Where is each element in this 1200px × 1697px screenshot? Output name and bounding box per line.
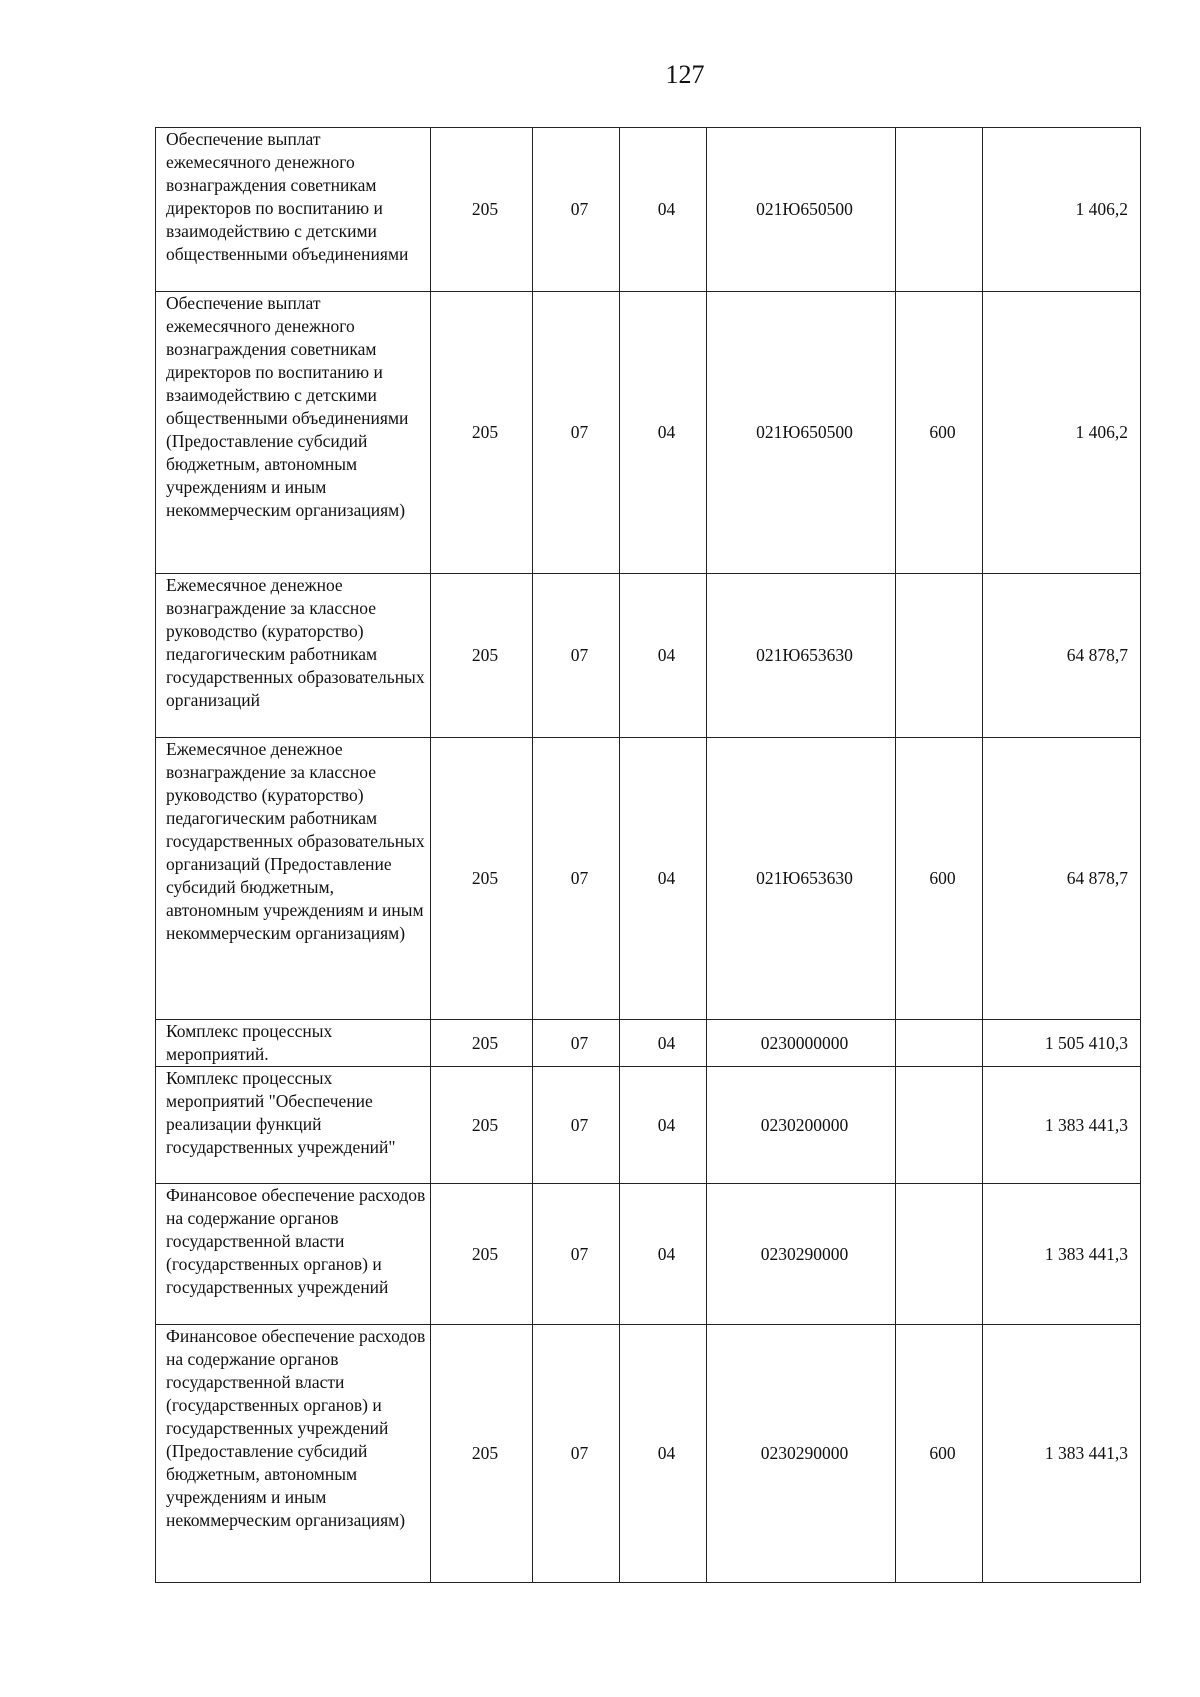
amount-cell: 1 383 441,3 <box>983 1325 1141 1583</box>
ministry-code-cell: 205 <box>431 574 533 738</box>
section-code-cell: 07 <box>533 1184 620 1325</box>
expense-type-cell <box>896 128 983 292</box>
expense-type-cell <box>896 1020 983 1067</box>
table-row <box>156 738 1141 1020</box>
description-cell: Комплекс процессных мероприятий. <box>156 1020 431 1067</box>
expense-type-cell: 600 <box>896 1325 983 1583</box>
section-code-cell: 07 <box>533 1325 620 1583</box>
ministry-code-cell: 205 <box>431 128 533 292</box>
expense-type-cell <box>896 574 983 738</box>
table-row <box>156 1325 1141 1583</box>
section-code-cell: 07 <box>533 738 620 1020</box>
section-code-cell: 07 <box>533 1067 620 1184</box>
description-cell: Ежемесячное денежное вознаграждение за классное руководство (кураторство) педагогическим работникам государственных образовательных организаций <box>156 574 431 738</box>
expense-type-cell: 600 <box>896 738 983 1020</box>
budget-table <box>155 127 1141 1583</box>
table-row <box>156 574 1141 738</box>
subsection-code-cell: 04 <box>620 738 707 1020</box>
target-article-cell: 021Ю650500 <box>707 292 896 574</box>
ministry-code-cell: 205 <box>431 738 533 1020</box>
amount-cell: 1 383 441,3 <box>983 1067 1141 1184</box>
subsection-code-cell: 04 <box>620 128 707 292</box>
subsection-code-cell: 04 <box>620 1325 707 1583</box>
section-code-cell: 07 <box>533 574 620 738</box>
ministry-code-cell: 205 <box>431 1020 533 1067</box>
subsection-code-cell: 04 <box>620 1067 707 1184</box>
table-row <box>156 128 1141 292</box>
amount-cell: 1 406,2 <box>983 292 1141 574</box>
amount-cell: 1 406,2 <box>983 128 1141 292</box>
table-row <box>156 1067 1141 1184</box>
description-cell: Финансовое обеспечение расходов на содержание органов государственной власти (государственных органов) и государственных учреждений <box>156 1184 431 1325</box>
ministry-code-cell: 205 <box>431 1067 533 1184</box>
target-article-cell: 0230290000 <box>707 1184 896 1325</box>
amount-cell: 64 878,7 <box>983 738 1141 1020</box>
table-row <box>156 1184 1141 1325</box>
subsection-code-cell: 04 <box>620 1184 707 1325</box>
description-cell: Комплекс процессных мероприятий "Обеспечение реализации функций государственных учреждений" <box>156 1067 431 1184</box>
target-article-cell: 021Ю653630 <box>707 738 896 1020</box>
section-code-cell: 07 <box>533 1020 620 1067</box>
subsection-code-cell: 04 <box>620 292 707 574</box>
expense-type-cell <box>896 1184 983 1325</box>
ministry-code-cell: 205 <box>431 1325 533 1583</box>
page-number: 127 <box>665 60 705 89</box>
amount-cell: 1 505 410,3 <box>983 1020 1141 1067</box>
ministry-code-cell: 205 <box>431 292 533 574</box>
section-code-cell: 07 <box>533 128 620 292</box>
table-row <box>156 1020 1141 1067</box>
section-code-cell: 07 <box>533 292 620 574</box>
amount-cell: 1 383 441,3 <box>983 1184 1141 1325</box>
description-cell: Обеспечение выплат ежемесячного денежного вознаграждения советникам директоров по воспитанию и взаимодействию с детскими общественными объединениями (Предоставление субсидий бюджетным, автономным учреждениям и иным некоммерческим организациям) <box>156 292 431 574</box>
target-article-cell: 021Ю653630 <box>707 574 896 738</box>
subsection-code-cell: 04 <box>620 1020 707 1067</box>
expense-type-cell: 600 <box>896 292 983 574</box>
expense-type-cell <box>896 1067 983 1184</box>
description-cell: Финансовое обеспечение расходов на содержание органов государственной власти (государственных органов) и государственных учреждений (Предоставление субсидий бюджетным, автономным учреждениям и иным некоммерческим организациям) <box>156 1325 431 1583</box>
description-cell: Обеспечение выплат ежемесячного денежного вознаграждения советникам директоров по воспитанию и взаимодействию с детскими общественными объединениями <box>156 128 431 292</box>
target-article-cell: 0230200000 <box>707 1067 896 1184</box>
target-article-cell: 0230290000 <box>707 1325 896 1583</box>
description-cell: Ежемесячное денежное вознаграждение за классное руководство (кураторство) педагогическим работникам государственных образовательных организаций (Предоставление субсидий бюджетным, автономным учреждениям и иным некоммерческим организациям) <box>156 738 431 1020</box>
amount-cell: 64 878,7 <box>983 574 1141 738</box>
table-row <box>156 292 1141 574</box>
subsection-code-cell: 04 <box>620 574 707 738</box>
ministry-code-cell: 205 <box>431 1184 533 1325</box>
target-article-cell: 0230000000 <box>707 1020 896 1067</box>
target-article-cell: 021Ю650500 <box>707 128 896 292</box>
